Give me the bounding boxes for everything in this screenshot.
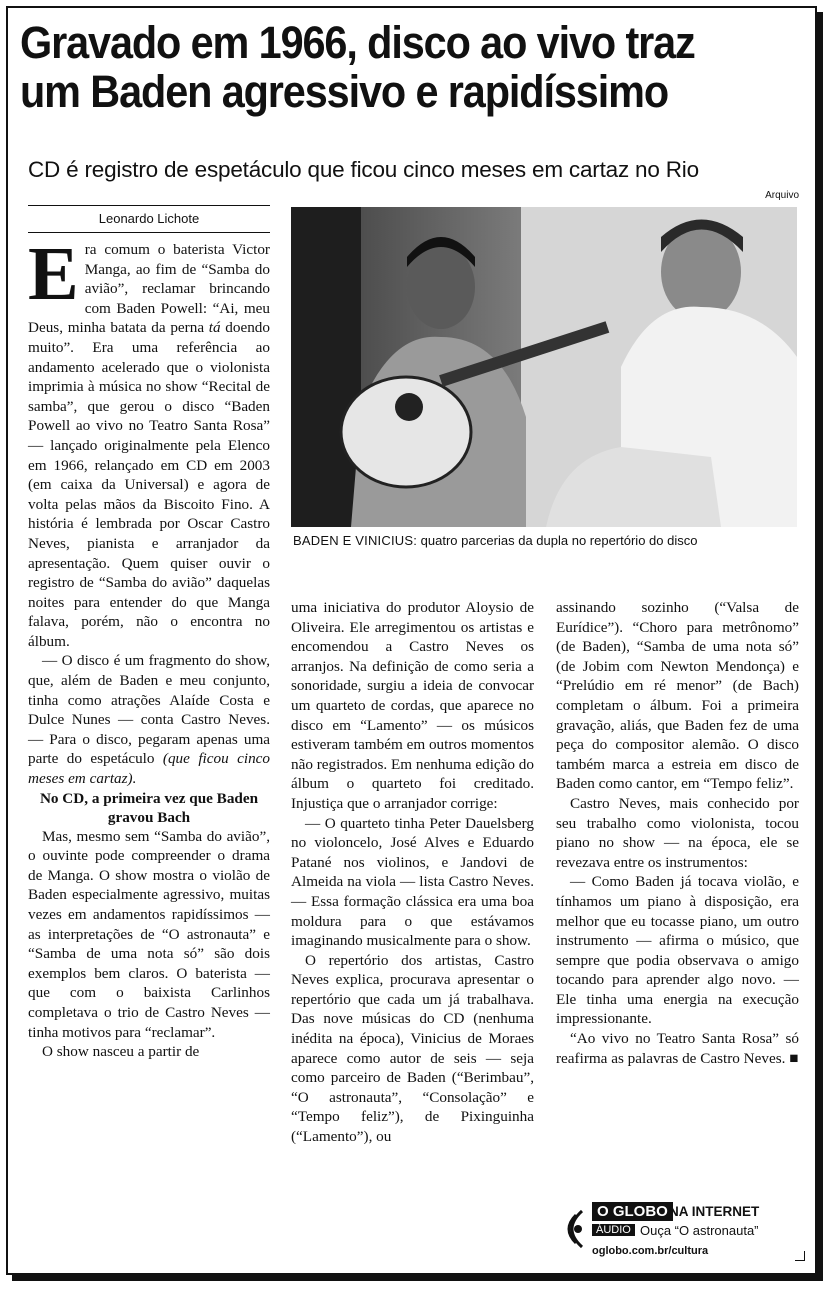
corner-mark [795,1251,805,1261]
caption-text: quatro parcerias da dupla no repertório do disco [420,533,698,548]
article-column-2 [291,598,534,1147]
photo-credit: Arquivo [765,190,799,201]
article-column-1 [28,232,270,1062]
article-paragraph-5: uma iniciativa do produtor Aloysio de Oliveira. Ele arregimentou os artistas e encomendou a Castro Neves os arranjos. Na definição de como seria a sonoridade, surgiu a ideia de convocar um quarteto de cordas, que aparece no disco em “Lamento” — os músicos estiveram também em outros momentos não registrados. Em nenhuma edição do álbum o quarteto foi creditado. Injustiça que o arranjador corrige: [291,599,534,812]
article-paragraph-7: O repertório dos artistas, Castro Neves explica, procurava apresentar o repertório que cada um já trabalhava. Das nove músicas do CD (nenhuma inédita na época), Vinicius de Moraes aparece como autor de seis — seja como parceiro de Baden (“Berimbau”, “O astronauta”, “Consolação” e “Tempo feliz”), de Pixinguinha (“Lamento”), ou [291,951,534,1146]
article-paragraph-6: — O quarteto tinha Peter Dauelsberg no violoncelo, José Alves e Eduardo Patané nos violinos, e Jandovi de Almeida na viola — lista Castro Neves. — Essa formação clássica era uma boa moldura para o que estávamos imaginando musicalmente para o show. [291,814,534,950]
article-column-3 [556,598,799,1068]
headline [20,18,747,116]
headline-line-1: Gravado em 1966, disco ao vivo traz [20,17,695,68]
drop-cap: E [28,232,79,316]
promo-listen[interactable]: Ouça “O astronauta” [640,1223,759,1238]
photo-caption [293,532,799,550]
subheadline: CD é registro de espetáculo que ficou cinco meses em cartaz no Rio [28,157,699,182]
article-paragraph-10: — Como Baden já tocava violão, e tínhamos um piano à disposição, era melhor que eu tocasse piano, um outro instrumento — afirma o músico, que sempre que podia observava o amigo tocando para aprender algo novo. — Ele tinha uma energia na execução impressionante. [556,873,799,1028]
article-paragraph-9: Castro Neves, mais conhecido por seu trabalho como violonista, tocou piano no show — na época, ele se revezava entre os instrumentos: [556,794,799,871]
online-promo[interactable] [556,1197,801,1267]
byline: Leonardo Lichote [28,205,270,233]
article-paragraph-2: — O disco é um fragmento do show, que, além de Baden e meu conjunto, tinha como atrações Alaíde Costa e Dulce Nunes — conta Castro Neves. — Para o disco, pegaram apenas uma parte do espetáculo (que ficou cinco meses em cartaz). [28,652,270,788]
caption-lead: BADEN E VINICIUS: [293,533,418,548]
promo-net: NA INTERNET [669,1204,760,1219]
promo-url[interactable]: oglobo.com.br/cultura [592,1245,709,1257]
article-paragraph-1: Era comum o baterista Victor Manga, ao fim de “Samba do avião”, reclamar brincando com Baden Powell: “Ai, meu Deus, minha batata da perna tá doendo muito”. Era uma referência ao andamento acelerado que o violonista imprimia à música no show “Recital de samba”, que gerou o disco “Baden Powell ao vivo no Teatro Santa Rosa” — lançado originalmente pela Elenco em 1966, relançado em CD em 2003 (em caixa da Universal) e agora de volta pelas mãos da Biscoito Fino. A história é lembrada por Oscar Castro Neves, pianista e arranjador da apresentação. Quem quiser ouvir o registro de “Samba do avião” daquelas noites para entender do que Manga falava, porém, não o encontra no álbum. [28,232,270,650]
photo-illustration [291,207,797,527]
article-paragraph-11: “Ao vivo no Teatro Santa Rosa” só reafirma as palavras de Castro Neves. ■ [556,1030,799,1067]
article-paragraph-3: Mas, mesmo sem “Samba do avião”, o ouvinte pode compreender o drama de Manga. O show mostra o violão de Baden especialmente agressivo, muitas vezes em andamentos rapidíssimos — as interpretações de “O astronauta” e “Samba de uma nota só” são dois exemplos bem claros. O baterista — que com o baixista Carlinhos completava o trio de Castro Neves — tinha motivos para “reclamar”. [28,827,270,1041]
article-paragraph-4: O show nasceu a partir de [42,1043,200,1061]
headline-line-2: um Baden agressivo e rapidíssimo [20,66,669,117]
photo-baden-vinicius [291,207,797,527]
audio-waves-icon [556,1209,588,1249]
article-paragraph-8: assinando sozinho (“Valsa de Eurídice”). “Choro para metrônomo” (de Baden), “Samba de uma nota só” (de Jobim com Newton Mendonça) e “Prelúdio em ré menor” (de Bach) completam o álbum. Foi a primeira gravação, aliás, que Baden fez de uma peça do compositor alemão. O disco também marca a estreia em disco de Baden como cantor, em “Tempo feliz”. [556,599,799,793]
promo-audio-label: ÁUDIO [592,1224,635,1236]
article-subtitle: No CD, a primeira vez que Baden gravou Bach [39,789,259,826]
promo-brand: O GLOBO [592,1202,673,1221]
